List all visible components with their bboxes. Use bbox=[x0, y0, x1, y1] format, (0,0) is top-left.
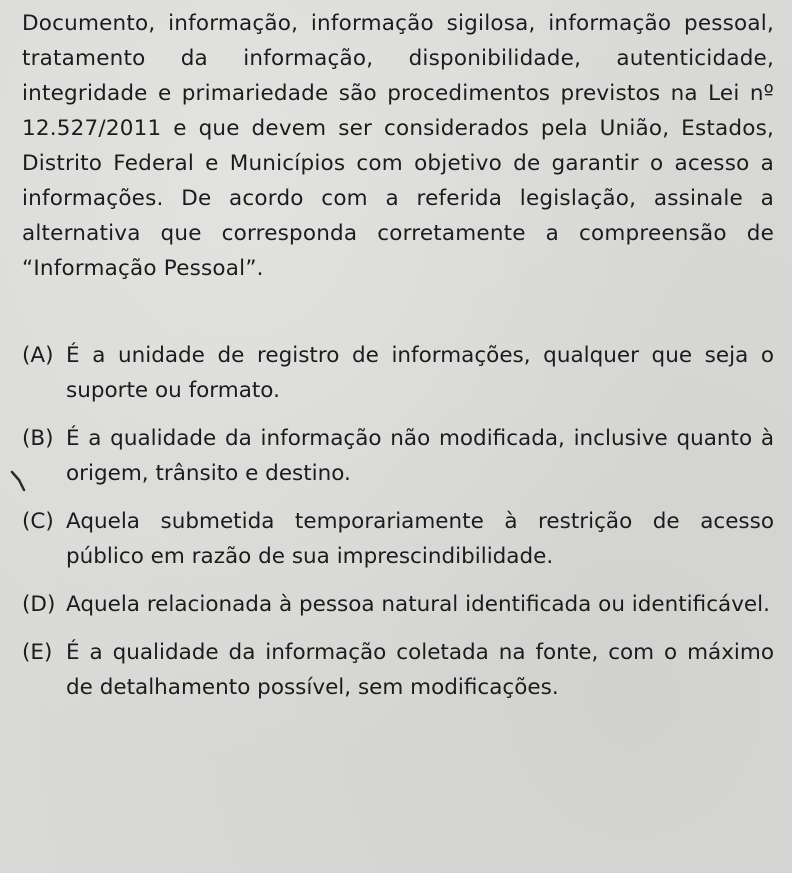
option-e-text: É a qualidade da informação coletada na fonte, com o máximo de detalhamento possível, sem modificações. bbox=[66, 640, 774, 700]
option-e[interactable] bbox=[22, 635, 774, 705]
option-c-letter: (C) bbox=[22, 509, 54, 534]
option-b-letter: (B) bbox=[22, 426, 54, 451]
option-d-text: Aquela relacionada à pessoa natural identificada ou identificável. bbox=[66, 592, 770, 617]
answer-options bbox=[22, 338, 774, 705]
option-a-letter: (A) bbox=[22, 343, 54, 368]
option-b[interactable] bbox=[22, 421, 774, 491]
option-b-text: É a qualidade da informação não modificada, inclusive quanto à origem, trânsito e destino. bbox=[66, 426, 774, 486]
pen-mark-icon bbox=[10, 468, 40, 498]
option-c-text: Aquela submetida temporariamente à restrição de acesso público em razão de sua imprescindibilidade. bbox=[66, 509, 774, 569]
option-d[interactable] bbox=[22, 587, 774, 622]
option-e-letter: (E) bbox=[22, 640, 53, 665]
option-d-letter: (D) bbox=[22, 592, 56, 617]
option-a[interactable] bbox=[22, 338, 774, 408]
question-stem: Documento, informação, informação sigilosa, informação pessoal, tratamento da informação, disponibilidade, autenticidade, integridade e primariedade são procedimentos previstos na Lei nº 12.527/2011 e que devem ser considerados pela União, Estados, Distrito Federal e Municípios com objetivo de garantir o acesso a informações. De acordo com a referida legislação, assinale a alternativa que corresponda corretamente a compreensão de “Informação Pessoal”. bbox=[22, 11, 774, 281]
option-a-text: É a unidade de registro de informações, qualquer que seja o suporte ou formato. bbox=[66, 343, 774, 403]
option-c[interactable] bbox=[22, 504, 774, 574]
